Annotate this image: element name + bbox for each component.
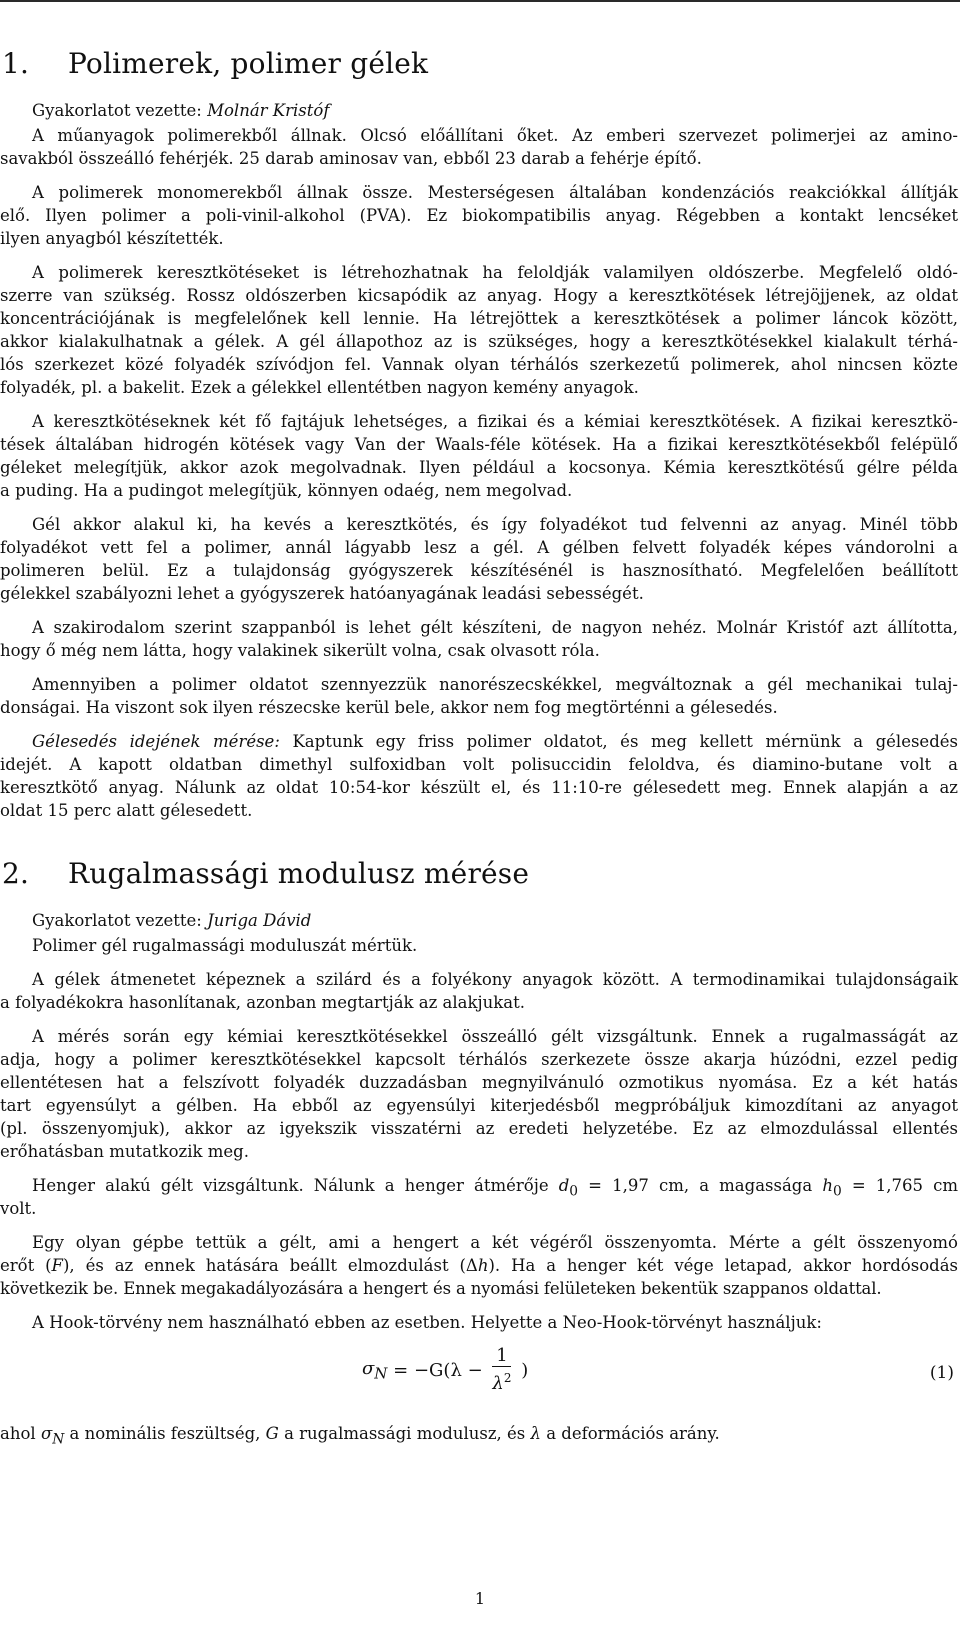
- paragraph-line: gélekkel szabályozni lehet a gyógyszerek hatóanyagának leadási sebességét.: [0, 584, 644, 603]
- where-line: ahol $\sigma_N$ a nominális feszültség, G a rugalmassági modulusz, és λ a deformációs arány.: [0, 1424, 720, 1448]
- d0-symbol: d: [558, 1176, 570, 1195]
- paragraph-line: idejét. A kapott oldatban dimethyl sulfoxidban volt polisuccidin feloldva, és diamino-butane volt a: [0, 755, 958, 774]
- section-2-title: Rugalmassági modulusz mérése: [68, 857, 530, 890]
- fraction: $\frac{1}{\lambda^2}$: [492, 1345, 512, 1394]
- section-2-supervisor: Gyakorlatot vezette: Juriga Dávid: [32, 911, 312, 930]
- equation-number: (1): [929, 1363, 954, 1383]
- paragraph-line: szerre van szükség. Rossz oldószerben kicsapódik az anyag. Hogy a keresztkötések létrejöjjenek, az oldat: [0, 286, 958, 305]
- section-1-title: Polimerek, polimer gélek: [68, 47, 429, 80]
- paragraph-line: oldat 15 perc alatt gélesedett.: [0, 801, 253, 820]
- paragraph-line: donságai. Ha viszont sok ilyen részecske kerül bele, akkor nem fog megtörténni a gélesedés.: [0, 698, 778, 717]
- supervisor-name: Juriga Dávid: [207, 911, 312, 930]
- paragraph-line: A keresztkötéseknek két fő fajtájuk lehetséges, a fizikai és a kémiai keresztkötések. A fizikai keresztkö-: [32, 412, 958, 431]
- equation-body: $\sigma_N = -G(\lambda$ − $\frac{1}{\lambda^2}$ ): [362, 1345, 529, 1394]
- section-1-supervisor: Gyakorlatot vezette: Molnár Kristóf: [32, 101, 330, 120]
- paragraph-line: volt.: [0, 1199, 37, 1218]
- paragraph-line: Polimer gél rugalmassági moduluszát mértük.: [32, 936, 418, 955]
- h0-symbol: h: [822, 1176, 833, 1195]
- supervisor-name: Molnár Kristóf: [207, 101, 330, 120]
- paragraph-line: keresztkötő anyag. Nálunk az oldat 10:54-kor készült el, és 11:10-re gélesedett meg. Ennek alapján a az: [0, 778, 958, 797]
- paragraph-line: akkor kialakulhatnak a gélek. A gél állapothoz az is szükséges, hogy a keresztkötésekkel kialakult térhá-: [0, 332, 958, 351]
- cylinder-line: Henger alakú gélt vizsgáltunk. Nálunk a henger átmérője $d_0 = 1,97$ cm, a magassága $h_0 = 1,765$ cm: [32, 1176, 959, 1200]
- paragraph-line: polimeren belül. Ez a tulajdonság gyógyszerek készítésénél is hasznosítható. Megfelelően beállított: [0, 561, 958, 580]
- paragraph-line: A Hook-törvény nem használható ebben az esetben. Helyette a Neo-Hook-törvényt használjuk:: [32, 1313, 822, 1332]
- paragraph-line: a folyadékokra hasonlítanak, azonban megtartják az alakjukat.: [0, 993, 525, 1012]
- paragraph-line: géleket melegítjük, akkor azok megolvadnak. Ilyen például a kocsonya. Kémia keresztkötésű gélre példa: [0, 458, 958, 477]
- paragraph-line: következik be. Ennek megakadályozására a hengert és a nyomási felületeken bekentük szappanos oldattal.: [0, 1279, 882, 1298]
- paragraph-line: folyadékot vett fel a polimer, annál lágyabb lesz a gél. A gélben felvett folyadék képes vándorolni a: [0, 538, 958, 557]
- paragraph-line: savakból összeálló fehérjék. 25 darab aminosav van, ebből 23 darab a fehérje építő.: [0, 149, 702, 168]
- paragraph-line: adja, hogy a polimer keresztkötésekkel kapcsolt térhálós szerkezete össze akarja húzódni, ezzel pedig: [0, 1050, 958, 1069]
- paragraph-line: koncentrációjának is megfelelőnek kell lennie. Ha létrejöttek a keresztkötések a polimer láncok között,: [0, 309, 958, 328]
- press-line: erőt (F), és az ennek hatására beállt elmozdulást (Δh). Ha a henger két vége letapad, akkor hordósodás: [0, 1256, 958, 1275]
- paragraph-line: A polimerek monomerekből állnak össze. Mesterségesen általában kondenzációs reakciókkal állítják: [32, 183, 958, 202]
- paragraph-line: A gélek átmenetet képeznek a szilárd és a folyékony anyagok között. A termodinamikai tulajdonságaik: [32, 970, 958, 989]
- paragraph-line: ellentétesen hat a felszívott folyadék duzzadásban megnyilvánuló ozmotikus nyomása. Ez a két hatás: [0, 1073, 958, 1092]
- paragraph-line: Amennyiben a polimer oldatot szennyezzük nanorészecskékkel, megváltoznak a gél mechanikai tulaj-: [32, 675, 958, 694]
- paragraph-line: Egy olyan gépbe tettük a gélt, ami a hengert a két végéről összenyomta. Mérte a gélt összenyomó: [32, 1233, 958, 1252]
- paragraph-line: hogy ő még nem látta, hogy valakinek sikerült volna, csak olvasott róla.: [0, 641, 600, 660]
- section-2-heading: [2, 857, 529, 890]
- measurement-heading: Gélesedés idejének mérése:: [32, 732, 280, 751]
- paragraph-line: erőhatásban mutatkozik meg.: [0, 1142, 249, 1161]
- equation-1: [0, 1346, 960, 1406]
- page-number: 1: [474, 1589, 486, 1608]
- paragraph-line: A polimerek keresztkötéseket is létrehozhatnak ha feloldják valamilyen oldószerbe. Megfelelő oldó-: [32, 263, 958, 282]
- paragraph-line: A műanyagok polimerekből állnak. Olcsó előállítani őket. Az emberi szervezet polimerjei az amino-: [32, 126, 958, 145]
- paragraph-line: folyadék, pl. a bakelit. Ezek a gélekkel ellentétben nagyon kemény anyagok.: [0, 378, 639, 397]
- paragraph-line: A mérés során egy kémiai keresztkötésekkel összeálló gélt vizsgáltunk. Ennek a rugalmasságát az: [32, 1027, 958, 1046]
- measurement-line: Gélesedés idejének mérése: Kaptunk egy friss polimer oldatot, és meg kellett mérnünk a gélesedés: [32, 732, 958, 751]
- paragraph-line: lós szerkezet közé folyadék szívódjon fel. Vannak olyan térhálós szerkezetű polimerek, ahol nincsen közte: [0, 355, 958, 374]
- paragraph-line: A szakirodalom szerint szappanból is lehet gélt készíteni, de nagyon nehéz. Molnár Kristóf azt állította,: [32, 618, 958, 637]
- paragraph-line: elő. Ilyen polimer a poli-vinil-alkohol (PVA). Ez biokompatibilis anyag. Régebben a kontakt lencséket: [0, 206, 958, 225]
- paragraph-line: (pl. összenyomjuk), akkor az igyekszik visszatérni az eredeti helyzetébe. Ez az elmozdulással ellentés: [0, 1119, 958, 1138]
- section-2-number: 2.: [2, 857, 30, 890]
- paragraph-line: ilyen anyagból készítették.: [0, 229, 224, 248]
- section-1-heading: [2, 47, 428, 80]
- paragraph-line: tések általában hidrogén kötések vagy Van der Waals-féle kötések. Ha a fizikai keresztkötésekből felépülő: [0, 435, 958, 454]
- paragraph-line: tart egyensúlyt a gélben. Ha ebből az egyensúlyi kiterjedésből megpróbáljuk kimozdítani az anyagot: [0, 1096, 958, 1115]
- section-1-number: 1.: [2, 47, 30, 80]
- paragraph-line: Gél akkor alakul ki, ha kevés a keresztkötés, és így folyadékot tud felvenni az anyag. Minél több: [32, 515, 958, 534]
- paragraph-line: a puding. Ha a pudingot melegítjük, könnyen odaég, nem megolvad.: [0, 481, 573, 500]
